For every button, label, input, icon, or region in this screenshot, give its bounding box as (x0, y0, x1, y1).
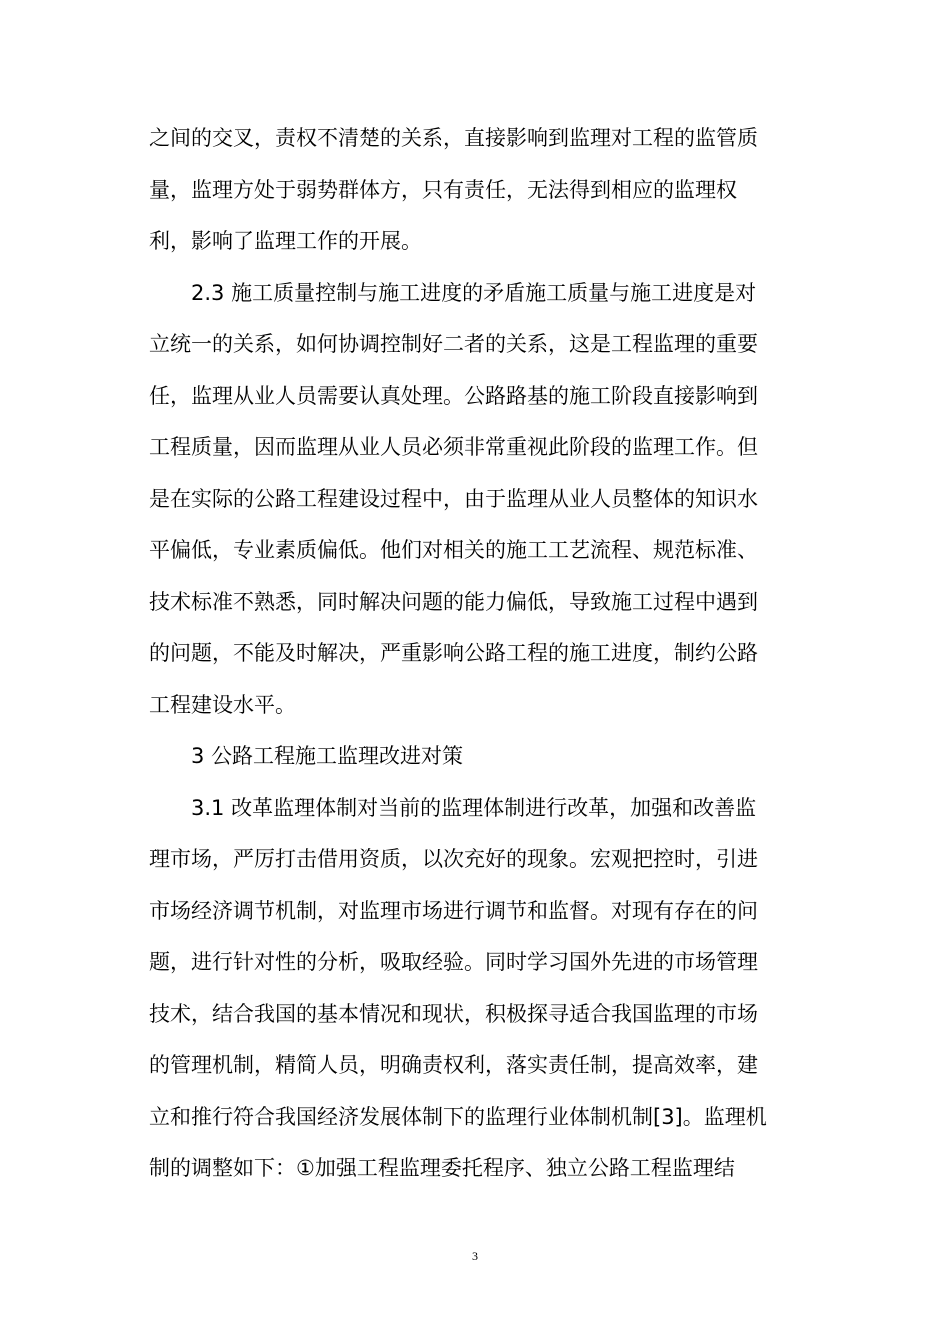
section-heading-2-3: 2.3 施工质量控制与施工进度的矛盾施工质量与施工进度是对 (191, 281, 757, 305)
paragraph-line: 量，监理方处于弱势群体方，只有责任，无法得到相应的监理权 (149, 178, 737, 202)
page-number: 3 (472, 1249, 478, 1263)
paragraph-line: 的问题，不能及时解决，严重影响公路工程的施工进度，制约公路 (149, 641, 758, 665)
section-heading-3: 3 公路工程施工监理改进对策 (191, 744, 464, 768)
paragraph-line: 的管理机制，精简人员，明确责权利，落实责任制，提高效率，建 (149, 1053, 758, 1077)
paragraph-line: 题，进行针对性的分析，吸取经验。同时学习国外先进的市场管理 (149, 950, 758, 974)
paragraph-line: 利，影响了监理工作的开展。 (149, 229, 422, 253)
section-heading-3-1: 3.1 改革监理体制对当前的监理体制进行改革，加强和改善监 (191, 796, 757, 820)
paragraph-line: 理市场，严厉打击借用资质，以次充好的现象。宏观把控时，引进 (149, 847, 758, 871)
paragraph-line: 立和推行符合我国经济发展体制下的监理行业体制机制[3]。监理机 (149, 1105, 767, 1129)
paragraph-line: 是在实际的公路工程建设过程中，由于监理从业人员整体的知识水 (149, 487, 758, 511)
paragraph-line: 之间的交叉，责权不清楚的关系，直接影响到监理对工程的监管质 (149, 126, 758, 150)
paragraph-line: 制的调整如下：①加强工程监理委托程序、独立公路工程监理结 (149, 1156, 735, 1180)
paragraph-line: 技术标准不熟悉，同时解决问题的能力偏低，导致施工过程中遇到 (149, 590, 758, 614)
paragraph-line: 平偏低，专业素质偏低。他们对相关的施工工艺流程、规范标准、 (149, 538, 758, 562)
paragraph-line: 技术，结合我国的基本情况和现状，积极探寻适合我国监理的市场 (149, 1002, 758, 1026)
paragraph-line: 工程建设水平。 (149, 693, 296, 717)
paragraph-line: 工程质量，因而监理从业人员必须非常重视此阶段的监理工作。但 (149, 435, 758, 459)
paragraph-line: 立统一的关系，如何协调控制好二者的关系，这是工程监理的重要 (149, 332, 758, 356)
paragraph-line: 市场经济调节机制，对监理市场进行调节和监督。对现有存在的问 (149, 899, 758, 923)
paragraph-line: 任，监理从业人员需要认真处理。公路路基的施工阶段直接影响到 (149, 384, 758, 408)
